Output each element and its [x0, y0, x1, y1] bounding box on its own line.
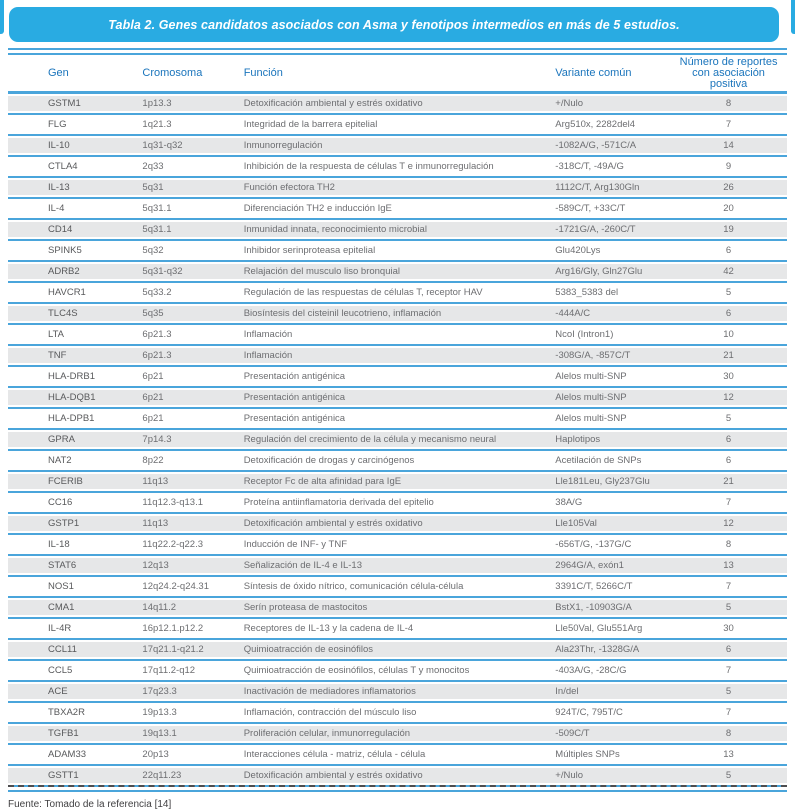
table-row [8, 262, 787, 283]
cell-funcion: Inflamación, contracción del músculo liso [243, 707, 417, 718]
cell-numero: 9 [725, 161, 732, 172]
cell-funcion: Quimioatracción de eosinófilos [243, 644, 374, 655]
table-row [8, 409, 787, 430]
cell-variante: Alelos multi-SNP [555, 392, 627, 403]
cell-cromosoma: 19p13.3 [142, 707, 177, 718]
page-border-right [791, 0, 795, 34]
cell-funcion: Proliferación celular, inmunorregulación [243, 728, 411, 739]
table-row [8, 640, 787, 661]
cell-cromosoma: 6p21 [142, 392, 164, 403]
table-row [8, 682, 787, 703]
cell-funcion: Integridad de la barrera epitelial [243, 119, 378, 130]
cell-variante: 38A/G [555, 497, 583, 508]
cell-variante: 2964G/A, exón1 [555, 560, 624, 571]
cell-variante: -1082A/G, -571C/A [555, 140, 637, 151]
cell-gen: NOS1 [48, 581, 74, 592]
cell-variante: Lle181Leu, Gly237Glu [555, 476, 650, 487]
cell-gen: NAT2 [48, 455, 72, 466]
cell-variante: Acetilación de SNPs [555, 455, 642, 466]
table-row [8, 619, 787, 640]
top-double-separator [8, 48, 787, 55]
cell-numero: 30 [723, 623, 734, 634]
cell-variante: -318C/T, -49A/G [555, 161, 624, 172]
cell-cromosoma: 16p12.1.p12.2 [142, 623, 204, 634]
cell-funcion: Biosíntesis del cisteinil leucotrieno, inflamación [243, 308, 442, 319]
cell-gen: ACE [48, 686, 68, 697]
cell-variante: -589C/T, +33C/T [555, 203, 626, 214]
cell-numero: 7 [725, 665, 732, 676]
cell-funcion: Detoxificación ambiental y estrés oxidativo [243, 98, 423, 109]
cell-gen: CMA1 [48, 602, 75, 613]
cell-numero: 14 [723, 140, 734, 151]
cell-variante: Glu420Lys [555, 245, 601, 256]
cell-numero: 6 [725, 308, 732, 319]
cell-funcion: Receptor Fc de alta afinidad para IgE [243, 476, 402, 487]
cell-gen: IL-4 [48, 203, 65, 214]
cell-variante: -656T/G, -137G/C [555, 539, 632, 550]
cell-cromosoma: 1q21.3 [142, 119, 172, 130]
cell-funcion: Detoxificación ambiental y estrés oxidativo [243, 518, 423, 529]
cell-funcion: Quimioatracción de eosinófilos, células T y monocitos [243, 665, 470, 676]
cell-funcion: Inactivación de mediadores inflamatorios [243, 686, 416, 697]
cell-variante: Lle50Val, Glu551Arg [555, 623, 643, 634]
cell-numero: 7 [725, 497, 732, 508]
cell-variante: -1721G/A, -260C/T [555, 224, 636, 235]
cell-cromosoma: 5q31-q32 [142, 266, 183, 277]
cell-funcion: Función efectora TH2 [243, 182, 335, 193]
table-row [8, 115, 787, 136]
cell-funcion: Regulación del crecimiento de la célula y mecanismo neural [243, 434, 497, 445]
cell-variante: -308G/A, -857C/T [555, 350, 631, 361]
header-numero-reportes: Número de reportes con asociación positiva [679, 56, 778, 90]
cell-numero: 42 [723, 266, 734, 277]
cell-variante: -509C/T [555, 728, 590, 739]
header-variante-comun: Variante común [555, 67, 632, 79]
cell-funcion: Serín proteasa de mastocitos [243, 602, 368, 613]
cell-numero: 7 [725, 707, 732, 718]
cell-variante: Lle105Val [555, 518, 597, 529]
cell-variante: -403A/G, -28C/G [555, 665, 627, 676]
cell-variante: +/Nulo [555, 770, 584, 781]
cell-variante: +/Nulo [555, 98, 584, 109]
cell-variante: 5383_5383 del [555, 287, 619, 298]
cell-cromosoma: 12q24.2-q24.31 [142, 581, 209, 592]
cell-gen: FLG [48, 119, 67, 130]
cell-funcion: Inmunorregulación [243, 140, 323, 151]
cell-variante: Alelos multi-SNP [555, 413, 627, 424]
header-cromosoma: Cromosoma [142, 67, 203, 79]
table-row [8, 493, 787, 514]
table-row [8, 241, 787, 262]
table-row [8, 535, 787, 556]
cell-funcion: Relajación del musculo liso bronquial [243, 266, 400, 277]
header-funcion: Función [243, 67, 283, 79]
cell-variante: Múltiples SNPs [555, 749, 620, 760]
cell-variante: 1112C/T, Arg130Gln [555, 182, 640, 193]
cell-cromosoma: 17q21.1-q21.2 [142, 644, 204, 655]
cell-cromosoma: 7p14.3 [142, 434, 172, 445]
cell-gen: CC16 [48, 497, 73, 508]
cell-numero: 10 [723, 329, 734, 340]
cell-cromosoma: 1p13.3 [142, 98, 172, 109]
cell-numero: 8 [725, 728, 732, 739]
cell-numero: 21 [723, 350, 734, 361]
cell-numero: 8 [725, 98, 732, 109]
cell-gen: SPINK5 [48, 245, 82, 256]
cell-funcion: Inducción de INF- y TNF [243, 539, 347, 550]
cell-funcion: Inmunidad innata, reconocimiento microbial [243, 224, 427, 235]
cell-cromosoma: 5q31.1 [142, 224, 172, 235]
bottom-blue-separator [8, 790, 787, 792]
table-row [8, 724, 787, 745]
cell-numero: 12 [723, 392, 734, 403]
cell-cromosoma: 6p21 [142, 371, 164, 382]
cell-numero: 6 [725, 245, 732, 256]
source-note: Fuente: Tomado de la referencia [14] [8, 799, 172, 810]
table-row [8, 514, 787, 535]
table-row [8, 136, 787, 157]
cell-numero: 13 [723, 560, 734, 571]
table-title: Tabla 2. Genes candidatos asociados con Asma y fenotipos intermedios en más de 5 estudios. [108, 17, 680, 32]
cell-funcion: Presentación antigénica [243, 371, 346, 382]
cell-cromosoma: 20p13 [142, 749, 169, 760]
cell-variante: BstX1, -10903G/A [555, 602, 632, 613]
cell-funcion: Regulación de las respuestas de células T, receptor HAV [243, 287, 483, 298]
candidate-genes-table [8, 48, 787, 810]
table-row [8, 556, 787, 577]
table-row [8, 577, 787, 598]
cell-cromosoma: 19q13.1 [142, 728, 177, 739]
table-row [8, 598, 787, 619]
cell-cromosoma: 6p21 [142, 413, 164, 424]
cell-variante: Arg510x, 2282del4 [555, 119, 636, 130]
cell-variante: 3391C/T, 5266C/T [555, 581, 633, 592]
table-row [8, 703, 787, 724]
table-row [8, 346, 787, 367]
cell-numero: 5 [725, 770, 732, 781]
cell-cromosoma: 8p22 [142, 455, 164, 466]
cell-funcion: Inhibidor serinproteasa epitelial [243, 245, 376, 256]
cell-gen: IL-18 [48, 539, 70, 550]
cell-gen: ADRB2 [48, 266, 80, 277]
cell-cromosoma: 17q11.2-q12 [142, 665, 196, 676]
cell-numero: 5 [725, 287, 732, 298]
cell-cromosoma: 6p21.3 [142, 350, 172, 361]
page-border-left [0, 0, 4, 34]
cell-funcion: Detoxificación de drogas y carcinógenos [243, 455, 415, 466]
cell-gen: HLA-DPB1 [48, 413, 95, 424]
cell-gen: TNF [48, 350, 67, 361]
table-row [8, 766, 787, 787]
cell-gen: TBXA2R [48, 707, 85, 718]
cell-cromosoma: 11q22.2-q22.3 [142, 539, 203, 550]
table-row [8, 94, 787, 115]
table-row [8, 367, 787, 388]
table-row [8, 451, 787, 472]
cell-funcion: Proteína antiinflamatoria derivada del epitelio [243, 497, 434, 508]
cell-gen: HAVCR1 [48, 287, 86, 298]
table-header-row [8, 55, 787, 94]
cell-cromosoma: 11q12.3-q13.1 [142, 497, 203, 508]
cell-gen: CTLA4 [48, 161, 78, 172]
cell-gen: TGFB1 [48, 728, 79, 739]
cell-cromosoma: 1q31-q32 [142, 140, 183, 151]
cell-variante: 924T/C, 795T/C [555, 707, 623, 718]
cell-numero: 5 [725, 602, 732, 613]
cell-numero: 13 [723, 749, 734, 760]
cell-funcion: Síntesis de óxido nítrico, comunicación célula-célula [243, 581, 464, 592]
cell-cromosoma: 5q35 [142, 308, 164, 319]
cell-gen: GSTP1 [48, 518, 80, 529]
cell-variante: Alelos multi-SNP [555, 371, 627, 382]
table-row [8, 745, 787, 766]
cell-funcion: Inflamación [243, 350, 293, 361]
cell-funcion: Receptores de IL-13 y la cadena de IL-4 [243, 623, 414, 634]
bottom-dashed-separator [8, 785, 787, 787]
table-title-band [9, 7, 779, 42]
cell-variante: In/del [555, 686, 579, 697]
table-row [8, 430, 787, 451]
cell-numero: 8 [725, 539, 732, 550]
table-row [8, 472, 787, 493]
table-row [8, 304, 787, 325]
cell-numero: 26 [723, 182, 734, 193]
cell-cromosoma: 14q11.2 [142, 602, 177, 613]
cell-cromosoma: 5q31.1 [142, 203, 172, 214]
table-row [8, 388, 787, 409]
cell-numero: 6 [725, 455, 732, 466]
cell-cromosoma: 5q32 [142, 245, 164, 256]
cell-gen: HLA-DQB1 [48, 392, 96, 403]
cell-numero: 20 [723, 203, 734, 214]
cell-gen: TLC4S [48, 308, 78, 319]
cell-gen: GSTT1 [48, 770, 79, 781]
table-row [8, 325, 787, 346]
cell-cromosoma: 11q13 [142, 518, 169, 529]
header-gen: Gen [48, 67, 69, 79]
cell-gen: IL-4R [48, 623, 72, 634]
cell-gen: FCERIB [48, 476, 83, 487]
cell-cromosoma: 2q33 [142, 161, 164, 172]
cell-variante: -444A/C [555, 308, 591, 319]
cell-funcion: Diferenciación TH2 e inducción IgE [243, 203, 392, 214]
cell-gen: HLA-DRB1 [48, 371, 95, 382]
cell-gen: CCL5 [48, 665, 73, 676]
cell-gen: IL-10 [48, 140, 70, 151]
cell-funcion: Presentación antigénica [243, 392, 346, 403]
cell-variante: Arg16/Gly, Gln27Glu [555, 266, 643, 277]
cell-cromosoma: 11q13 [142, 476, 169, 487]
table-row [8, 220, 787, 241]
cell-numero: 21 [723, 476, 734, 487]
cell-numero: 7 [725, 119, 732, 130]
cell-numero: 19 [723, 224, 734, 235]
table-body [8, 94, 787, 787]
cell-gen: GPRA [48, 434, 75, 445]
cell-numero: 7 [725, 581, 732, 592]
cell-cromosoma: 22q11.23 [142, 770, 182, 781]
table-row [8, 178, 787, 199]
table-row [8, 157, 787, 178]
cell-gen: LTA [48, 329, 65, 340]
cell-cromosoma: 12q13 [142, 560, 169, 571]
cell-numero: 30 [723, 371, 734, 382]
cell-numero: 6 [725, 434, 732, 445]
cell-variante: NcoI (Intron1) [555, 329, 614, 340]
cell-gen: IL-13 [48, 182, 70, 193]
cell-funcion: Señalización de IL-4 e IL-13 [243, 560, 362, 571]
cell-numero: 5 [725, 686, 732, 697]
cell-variante: Ala23Thr, -1328G/A [555, 644, 640, 655]
cell-funcion: Detoxificación ambiental y estrés oxidativo [243, 770, 423, 781]
cell-funcion: Inhibición de la respuesta de células T e inmunorregulación [243, 161, 494, 172]
cell-funcion: Presentación antigénica [243, 413, 346, 424]
table-row [8, 661, 787, 682]
cell-gen: STAT6 [48, 560, 77, 571]
cell-gen: CD14 [48, 224, 73, 235]
cell-cromosoma: 5q33.2 [142, 287, 172, 298]
cell-cromosoma: 17q23.3 [142, 686, 177, 697]
cell-funcion: Inflamación [243, 329, 293, 340]
table-row [8, 283, 787, 304]
cell-cromosoma: 6p21.3 [142, 329, 172, 340]
table-row [8, 199, 787, 220]
cell-gen: CCL11 [48, 644, 77, 655]
cell-gen: ADAM33 [48, 749, 87, 760]
cell-variante: Haplotipos [555, 434, 601, 445]
cell-numero: 6 [725, 644, 732, 655]
cell-numero: 5 [725, 413, 732, 424]
cell-funcion: Interacciones célula - matriz, célula - célula [243, 749, 426, 760]
cell-cromosoma: 5q31 [142, 182, 164, 193]
cell-gen: GSTM1 [48, 98, 81, 109]
cell-numero: 12 [723, 518, 734, 529]
